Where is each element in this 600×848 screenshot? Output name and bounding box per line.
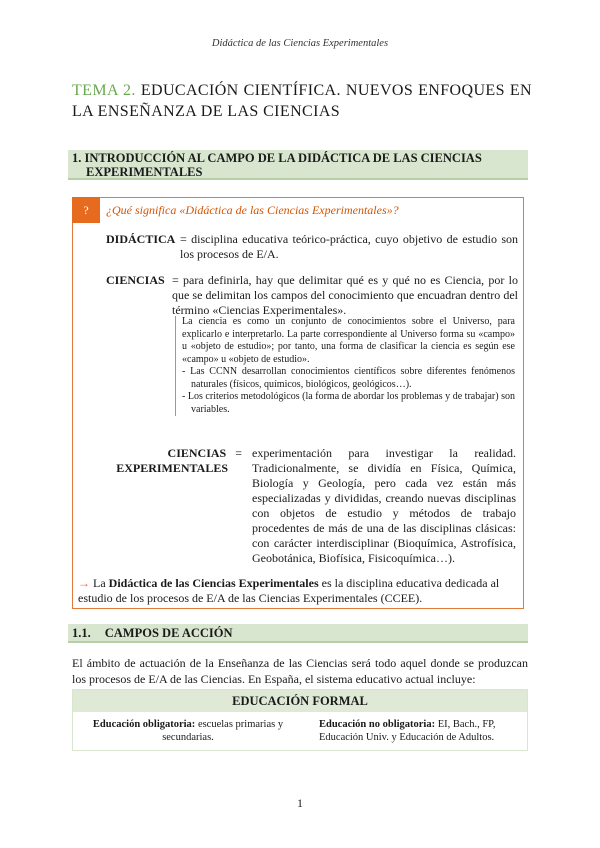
section-1-line2: EXPERIMENTALES: [86, 165, 203, 179]
left-cell-text: escuelas primarias y secundarias.: [162, 719, 284, 743]
title-prefix: TEMA 2.: [72, 82, 136, 99]
left-cell-bold: Educación obligatoria:: [92, 719, 196, 730]
table-header: EDUCACIÓN FORMAL: [73, 690, 527, 712]
right-cell-text: EI, Bach., FP, Educación Univ. y Educación de Adultos.: [319, 719, 496, 743]
section-1-1-title: CAMPOS DE ACCIÓN: [104, 626, 233, 640]
note-pre: La: [93, 576, 106, 590]
section-1-1-number: 1.1.: [72, 626, 91, 640]
section-1-1-heading: [68, 624, 528, 643]
ciencias-experimentales-label: [100, 446, 242, 476]
table-cell-right: [319, 718, 515, 744]
right-cell-bold: Educación no obligatoria:: [319, 719, 436, 730]
quote-bullet-2: - Los criterios metodológicos (la forma de abordar los problemas y de trabajar) son variables.: [182, 391, 515, 415]
ce-label-line1: CIENCIAS: [167, 446, 227, 460]
section-1-heading: [68, 150, 528, 180]
ce-equals: =: [235, 446, 242, 460]
science-quote: [175, 316, 515, 416]
ce-label-line2: EXPERIMENTALES: [116, 461, 228, 475]
ciencias-definition: = para definirla, hay que delimitar qué es y qué no es Ciencia, por lo que se delimitan los campos del conocimiento que encuadran dentro del término «Ciencias Experimentales».: [172, 273, 518, 317]
note-bold: Didáctica de las Ciencias Experimentales: [108, 576, 319, 590]
section-1-line1: 1. INTRODUCCIÓN AL CAMPO DE LA DIDÁCTICA DE LAS CIENCIAS: [72, 151, 482, 165]
formal-education-table: [72, 689, 528, 751]
question-mark-icon: ?: [72, 197, 100, 223]
page-title: [72, 80, 532, 122]
box-question: ¿Qué significa «Didáctica de las Ciencias Experimentales»?: [106, 203, 399, 217]
table-cell-left: [83, 718, 293, 744]
intro-paragraph: El ámbito de actuación de la Enseñanza de las Ciencias será todo aquel donde se produzcan los procesos de E/A de las Ciencias. En España, el sistema educativo actual incluye:: [72, 656, 528, 686]
didactica-label: DIDÁCTICA: [106, 232, 176, 246]
note-post: es la disciplina educativa dedicada al estudio de los procesos de E/A de las Ciencias Experimentales (CCEE).: [78, 576, 500, 605]
dcce-note: [78, 576, 518, 606]
running-header: Didáctica de las Ciencias Experimentales: [211, 38, 389, 49]
title-text: EDUCACIÓN CIENTÍFICA. NUEVOS ENFOQUES EN LA ENSEÑANZA DE LAS CIENCIAS: [72, 82, 532, 120]
ciencias-label: CIENCIAS: [106, 273, 165, 287]
quote-main: La ciencia es como un conjunto de conocimientos sobre el Universo, para explicarlo e interpretarlo. La parte correspondiente al Universo forma su «campo» u «objeto de estudio»; por tanto, una forma de clasificar la ciencia es según ese «campo» u «objeto de estudio».: [182, 316, 515, 365]
ciencias-experimentales-definition: experimentación para investigar la realidad. Tradicionalmente, se dividía en Física, Química, Biología y Geología, pero cada vez están más especializadas y divididas, creando nuevas disciplinas con objetos de estudio y métodos de trabajo procedentes de más de una de las disciplinas clásicas: con carácter interdisciplinar (Bioquímica, Astrofísica, Geobotánica, Biofísica, Fisicoquímica…).: [252, 446, 516, 565]
quote-bullet-1: - Las CCNN desarrollan conocimientos científicos sobre diferentes fenómenos naturales (físicos, químicos, biológicos, geológicos…).: [182, 366, 515, 390]
didactica-definition: = disciplina educativa teórico-práctica, cuyo objetivo de estudio son los procesos de E/A.: [180, 232, 518, 261]
arrow-right-icon: →: [78, 576, 90, 590]
page-number: 1: [297, 796, 303, 810]
